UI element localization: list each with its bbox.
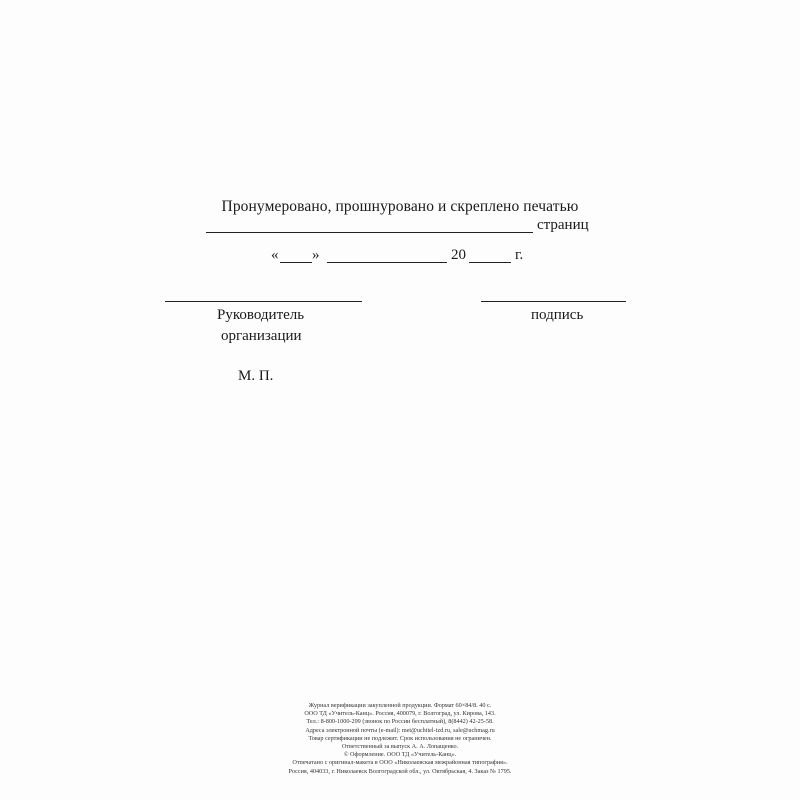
colophon-line: Ответственный за выпуск А. А. Лопащенко.: [341, 743, 459, 751]
signature-label: подпись: [531, 307, 584, 323]
date-year-suffix: г.: [515, 247, 524, 263]
colophon-line: © Оформление. ООО ТД «Учитель-Канц».: [343, 751, 457, 759]
signature-line: [481, 301, 626, 302]
date-day-line: [280, 262, 312, 263]
colophon-line: Журнал верификации закупленной продукции. Формат 60×84/8. 40 с.: [308, 702, 492, 709]
manager-signature-line: [165, 301, 362, 302]
colophon-line: Тел.: 8-800-1000-299 (звонок по России бесплатный), 8(8442) 42-25-58.: [306, 718, 494, 726]
date-month-line: [327, 262, 447, 263]
colophon-line: Товар сертификации не подлежит. Срок использования не ограничен.: [308, 734, 492, 742]
date-close-quote: »: [312, 247, 320, 263]
manager-label-line2: организации: [221, 328, 302, 344]
colophon-line: Россия, 404033, г. Николаевск Волгоградской обл., ул. Октябрьская, 4. Заказ № 1795.: [288, 767, 512, 775]
manager-label-line1: Руководитель: [217, 307, 305, 323]
colophon: [0, 702, 800, 776]
pages-count-line: [206, 232, 533, 233]
colophon-line: Адреса электронной почты (e-mail): met@uchitel-izd.ru, sale@uchmag.ru: [305, 726, 495, 734]
stamp-place-label: М. П.: [238, 368, 274, 384]
date-year-prefix: 20: [451, 247, 466, 263]
certification-heading: Пронумеровано, прошнуровано и скреплено печатью: [221, 198, 579, 215]
date-open-quote: «: [271, 247, 279, 263]
colophon-line: ООО ТД «Учитель-Канц». Россия, 400079, г. Волгоград, ул. Кирова, 143.: [304, 710, 496, 718]
pages-label: страниц: [537, 217, 589, 233]
date-year-line: [469, 262, 511, 263]
colophon-line: Отпечатано с оригинал-макета в ООО «Николаевская межрайонная типография».: [292, 759, 508, 767]
